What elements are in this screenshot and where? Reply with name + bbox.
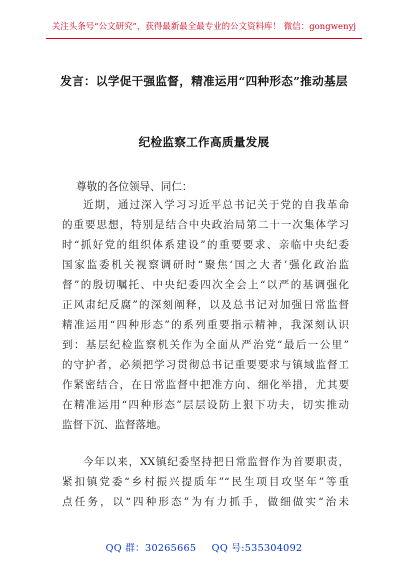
paragraph-1-line: 监督下沉、监督落地。 [62, 419, 167, 431]
footer-qq-number: QQ 号:535304092 [211, 543, 303, 554]
paragraph-2-line: 点任务，以“四种形态”为有力抓手，做细做实“治未 [62, 496, 349, 508]
paragraph-1-line: 到：基层纪检监察机关作为全面从严治党“最后一公里” [62, 339, 349, 351]
paragraph-1-line: 的守护者，必须把学习贯彻总书记重要要求与镇域监督工 [62, 359, 349, 371]
document-title-line-2: 纪检监察工作高质量发展 [138, 135, 270, 149]
paragraph-1-line: 作紧密结合，在日常监督中把准方向、细化举措，尤其要 [62, 379, 349, 391]
salutation: 尊敬的各位领导、同仁： [76, 181, 193, 193]
footer-qq-group: QQ 群：30265665 [105, 543, 197, 554]
paragraph-1-line: 督”的殷切嘱托、中央纪委四次全会上“以严的基调强化 [62, 279, 349, 291]
header-rule [46, 38, 362, 39]
paragraph-1-line: 国家监委机关视察调研时“聚焦‘国之大者’强化政治监 [62, 259, 349, 271]
paragraph-1-line: 的重要思想，特别是结合中央政治局第二十一次集体学习 [62, 219, 349, 231]
paragraph-1-line: 精准运用“四种形态”的系列重要指示精神，我深刻认识 [62, 319, 349, 331]
paragraph-1-line: 正风肃纪反腐”的深刻阐释，以及总书记对加强日常监督 [62, 299, 349, 311]
paragraph-1-line: 在精准运用“四种形态”层层设防上狠下功夫，切实推动 [62, 399, 349, 411]
header-banner: 关注头条号“公文研究”，获得最新最全最专业的公文资料库！ 微信：gongwenyj [51, 21, 357, 31]
paragraph-1-line: 近期，通过深入学习习近平总书记关于党的自我革命 [83, 199, 349, 211]
paragraph-1-line: 时“抓好党的组织体系建设”的重要要求、亲临中央纪委 [62, 239, 349, 251]
document-title-line-1: 发言：以学促干强监督，精准运用“四种形态”推动基层 [60, 74, 348, 88]
paragraph-2-line: 今年以来，XX镇纪委坚持把日常监督作为首要职责， [83, 456, 349, 468]
paragraph-2-line: 紧扣镇党委“乡村振兴提质年”“民生项目攻坚年”等重 [62, 476, 349, 488]
footer-contact [0, 540, 408, 554]
